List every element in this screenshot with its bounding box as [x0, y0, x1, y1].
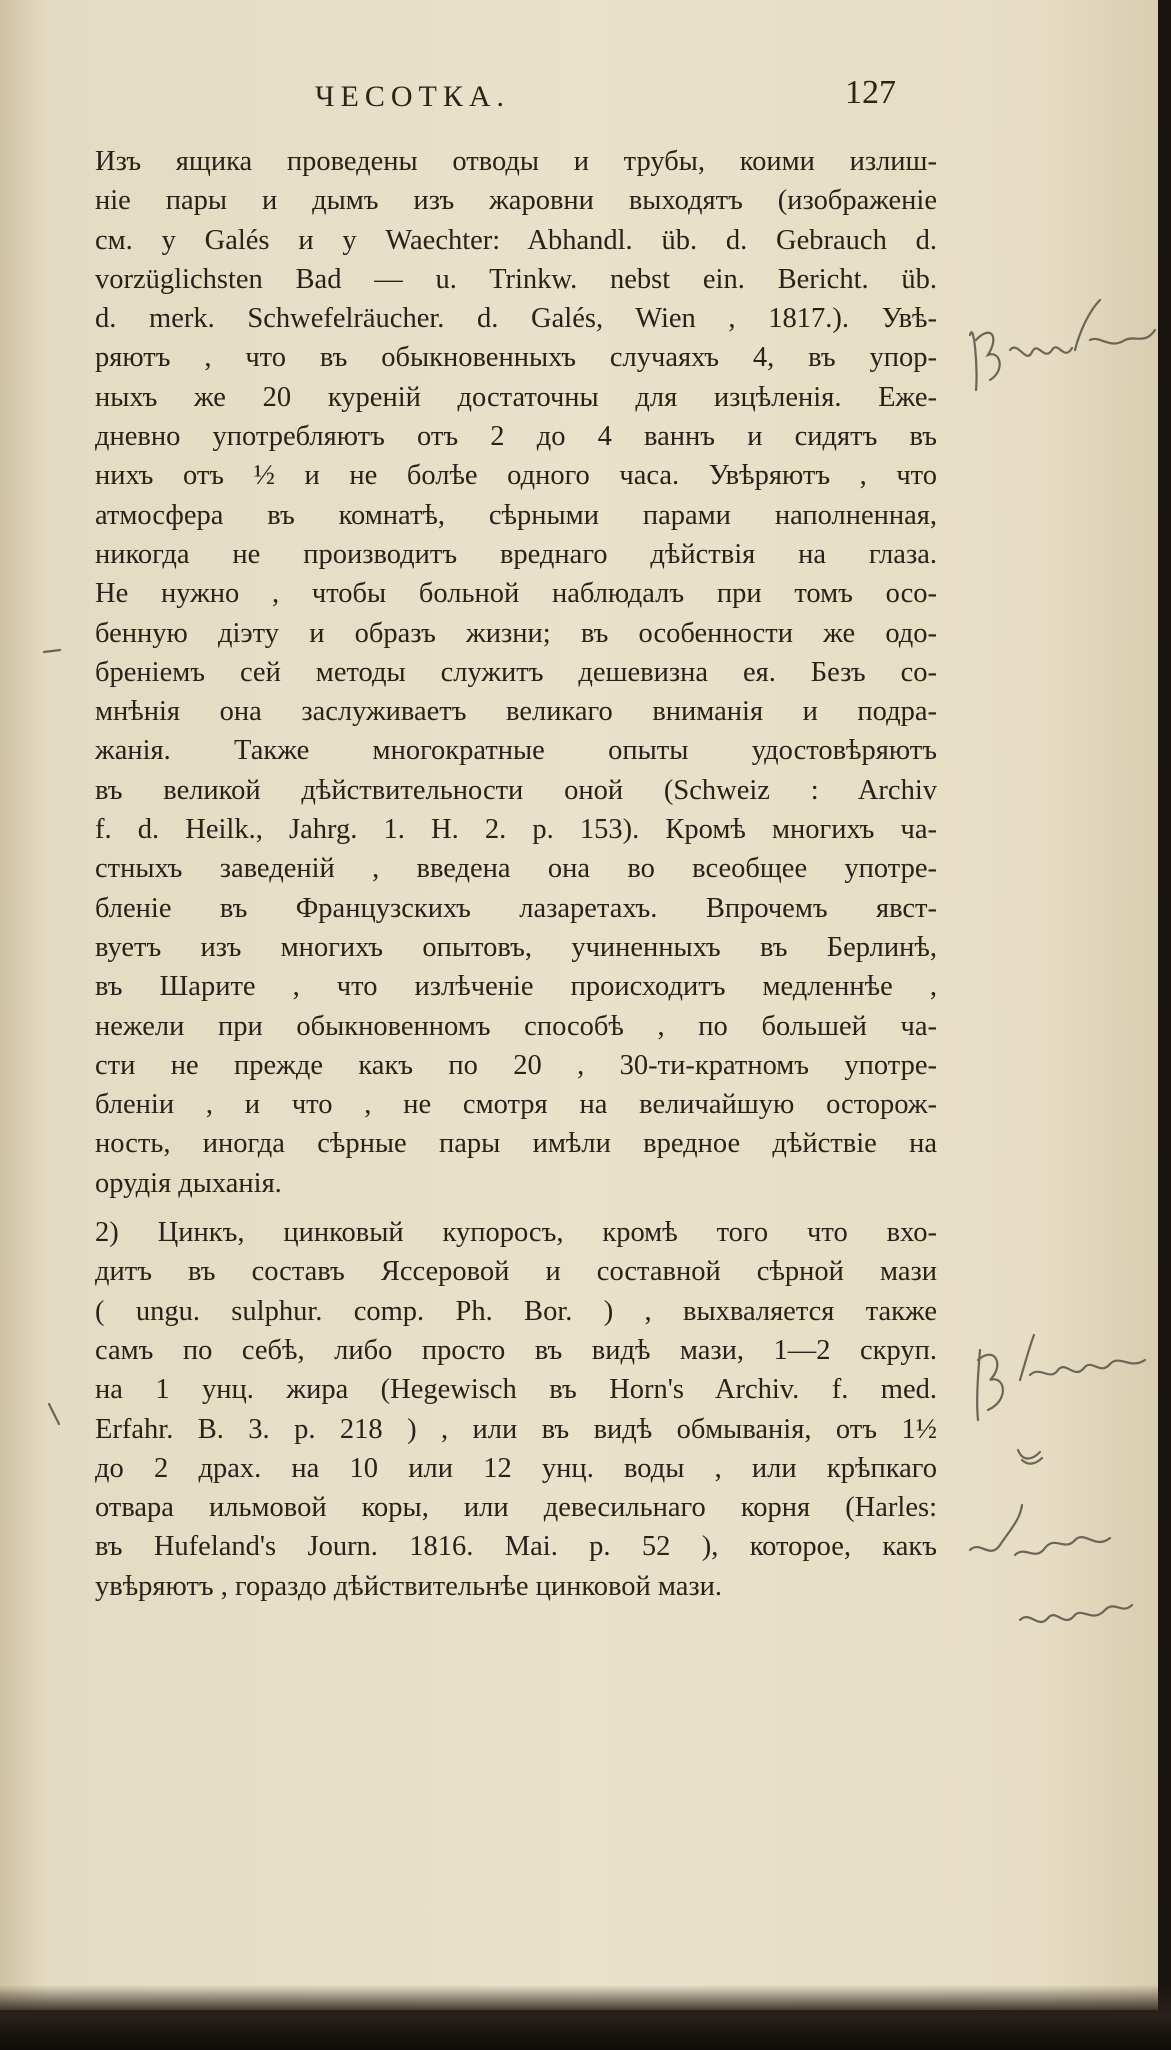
text-line: самъ по себѣ, либо просто въ видѣ мази, 1—2 скруп.	[95, 1334, 937, 1366]
text-line: отвара ильмовой коры, или девесильнаго корня (Harles:	[95, 1492, 937, 1524]
text-line: f. d. Heilk., Jahrg. 1. H. 2. p. 153). Кромѣ многихъ ча-	[95, 814, 937, 846]
text-line: Не нужно , чтобы больной наблюдалъ при томъ осо-	[95, 578, 937, 610]
text-line: Изъ ящика проведены отводы и трубы, коими излиш-	[95, 146, 937, 177]
text-line: бленіи , и что , не смотря на величайшую осторож-	[95, 1089, 937, 1121]
pencil-marginalia-top	[960, 280, 1158, 410]
text-line: на 1 унц. жира (Hegewisch въ Horn's Archiv. f. med.	[95, 1374, 937, 1406]
running-title: ЧЕСОТКА.	[315, 80, 510, 113]
text-line: ряютъ , что въ обыкновенныхъ случаяхъ 4, въ упор-	[95, 342, 937, 374]
pencil-marginalia-middle	[960, 1320, 1158, 1430]
text-line: въ Шарите , что излѣченіе происходитъ медленнѣе ,	[95, 971, 937, 1003]
text-line: атмосфера въ комнатѣ, сѣрными парами наполненная,	[95, 499, 937, 531]
pencil-mark-left-edge	[40, 640, 70, 660]
text-line: Erfahr. B. 3. p. 218 ) , или въ видѣ обмыванія, отъ 1½	[95, 1413, 937, 1445]
text-line: жанія. Также многократные опыты удостовѣряютъ	[95, 735, 937, 767]
text-line: дневно употребляютъ отъ 2 до 4 ваннъ и сидятъ въ	[95, 421, 937, 453]
text-line: дитъ въ составъ Яссеровой и составной сѣрной мази	[95, 1256, 937, 1288]
text-line: никогда не производитъ вреднаго дѣйствія на глаза.	[95, 538, 937, 570]
body-text	[95, 142, 937, 1606]
pencil-marginalia-lower	[960, 1490, 1158, 1650]
text-line: сти не прежде какъ по 20 , 30-ти-кратномъ употре-	[95, 1049, 937, 1081]
text-line: ніе пары и дымъ изъ жаровни выходятъ (изображеніе	[95, 185, 937, 217]
scan-bottom-edge	[0, 1985, 1171, 2050]
paragraph-2	[95, 1213, 937, 1606]
text-line: ность, иногда сѣрные пары имѣли вредное дѣйствіе на	[95, 1128, 937, 1160]
text-line: ( ungu. sulphur. comp. Ph. Bor. ) , выхваляется также	[95, 1295, 937, 1327]
text-line: нежели при обыкновенномъ способѣ , по большей ча-	[95, 1010, 937, 1042]
pencil-marginalia-small	[1010, 1440, 1050, 1470]
text-line: въ Hufeland's Journ. 1816. Mai. p. 52 ), которое, какъ	[95, 1531, 937, 1563]
text-line: стныхъ заведеній , введена она во всеобщее употре-	[95, 853, 937, 885]
text-line: d. merk. Schwefelräucher. d. Galés, Wien , 1817.). Увѣ-	[95, 303, 937, 335]
text-line: ныхъ же 20 куреній достаточны для изцѣленія. Еже-	[95, 381, 937, 413]
text-line: бреніемъ сей методы служитъ дешевизна ея. Безъ со-	[95, 656, 937, 688]
text-line: вуетъ изъ многихъ опытовъ, учиненныхъ въ Берлинѣ,	[95, 931, 937, 963]
text-line: 2) Цинкъ, цинковый купоросъ, кромѣ того что вхо-	[95, 1217, 937, 1249]
text-line: до 2 драх. на 10 или 12 унц. воды , или крѣпкаго	[95, 1452, 937, 1484]
pencil-mark-left-edge-2	[45, 1400, 65, 1430]
text-line: увѣряютъ , гораздо дѣйствительнѣе цинковой мази.	[95, 1570, 723, 1602]
text-line: мнѣнія она заслуживаетъ великаго вниманія и подра-	[95, 696, 937, 728]
page-header	[95, 74, 935, 130]
text-line: бленіе въ Французскихъ лазаретахъ. Впрочемъ явст-	[95, 892, 937, 924]
text-line: см. у Galés и у Waechter: Abhandl. üb. d. Gebrauch d.	[95, 224, 937, 256]
paragraph-1	[95, 142, 937, 1203]
text-line: vorzüglichsten Bad — u. Trinkw. nebst ein. Bericht. üb.	[95, 263, 937, 295]
text-line: орудія дыханія.	[95, 1167, 282, 1199]
text-line: нихъ отъ ½ и не болѣе одного часа. Увѣряютъ , что	[95, 460, 937, 492]
page-number: 127	[845, 74, 896, 111]
text-line: въ великой дѣйствительности оной (Schweiz : Archiv	[95, 774, 937, 806]
text-line: бенную діэту и образъ жизни; въ особенности же одо-	[95, 617, 937, 649]
